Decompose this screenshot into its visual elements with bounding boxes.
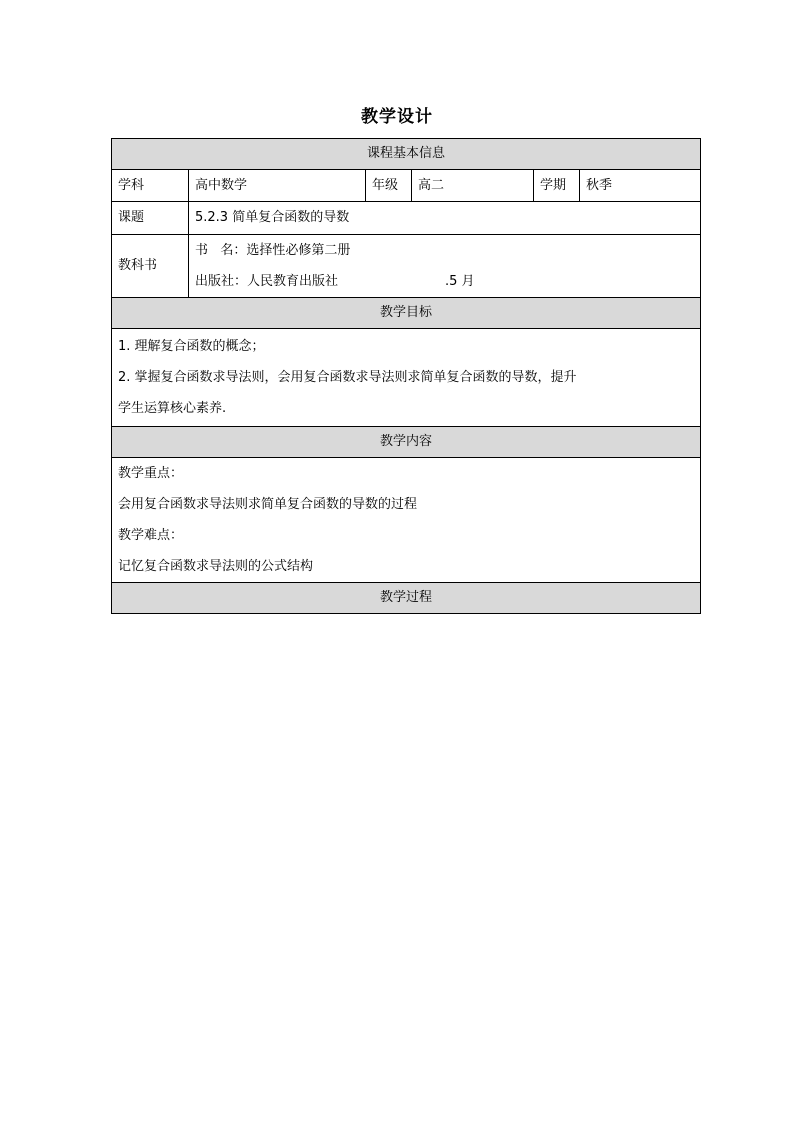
objectives-header: 教学目标: [112, 298, 701, 329]
textbook-details: [189, 235, 701, 298]
difficulty-label: 教学难点：: [118, 528, 184, 543]
subject-label: 学科: [112, 170, 189, 202]
content-header-row: [112, 427, 701, 458]
key-point-value: 会用复合函数求导法则求简单复合函数的导数的过程: [118, 497, 418, 512]
process-header: 教学过程: [112, 583, 701, 614]
subject-value: 高中数学: [189, 170, 366, 202]
objectives-row: [112, 329, 701, 427]
grade-label: 年级: [366, 170, 412, 202]
term-value: 秋季: [580, 170, 701, 202]
topic-value: 5.2.3 简单复合函数的导数: [189, 202, 701, 235]
basic-info-header-row: [112, 139, 701, 170]
objectives-content: [112, 329, 701, 427]
document-title: 教学设计: [361, 107, 433, 127]
textbook-row: [112, 235, 701, 298]
objective-item-1: 1. 理解复合函数的概念；: [118, 339, 265, 354]
objective-item-2-line-1: 2. 掌握复合函数求导法则，会用复合函数求导法则求简单复合函数的导数，提升: [118, 370, 577, 385]
topic-row: [112, 202, 701, 235]
content-body: [112, 458, 701, 583]
grade-value: 高二: [412, 170, 534, 202]
textbook-publisher: 出版社：人民教育出版社: [195, 274, 339, 289]
content-header: 教学内容: [112, 427, 701, 458]
basic-info-row: [112, 170, 701, 202]
objective-item-2-line-2: 学生运算核心素养.: [118, 401, 227, 416]
basic-info-header: 课程基本信息: [112, 139, 701, 170]
textbook-publisher-line: [195, 266, 694, 297]
topic-label: 课题: [112, 202, 189, 235]
term-label: 学期: [534, 170, 580, 202]
textbook-date: .5 月: [445, 274, 475, 289]
content-row: [112, 458, 701, 583]
key-point-label: 教学重点：: [118, 466, 184, 481]
lesson-plan-table: [111, 138, 701, 614]
process-header-row: [112, 583, 701, 614]
difficulty-value: 记忆复合函数求导法则的公式结构: [118, 559, 314, 574]
textbook-name: 书 名：选择性必修第二册: [195, 243, 351, 258]
textbook-label: 教科书: [112, 235, 189, 298]
objectives-header-row: [112, 298, 701, 329]
